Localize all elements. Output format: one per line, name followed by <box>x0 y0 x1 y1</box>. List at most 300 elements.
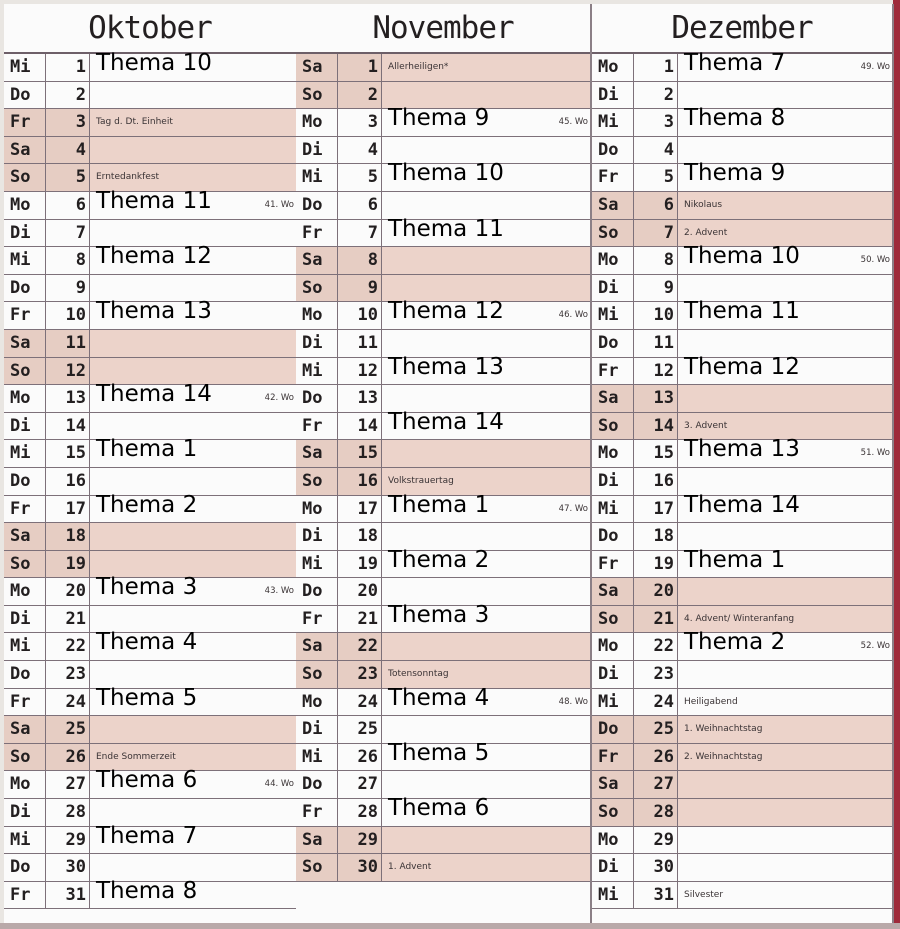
day-row <box>4 298 296 330</box>
holiday-note: Erntedankfest <box>96 172 160 183</box>
day-row <box>4 82 296 110</box>
topic-label: Thema 13 <box>96 298 212 325</box>
week-number: 44. Wo <box>264 779 294 790</box>
month-header <box>296 4 590 54</box>
weekday-cell: Fr <box>296 413 338 440</box>
day-row <box>4 822 296 855</box>
weekday-cell: Mo <box>4 771 46 798</box>
day-row <box>296 546 590 579</box>
weekday-cell: Di <box>4 606 46 633</box>
topic-label: Thema 7 <box>684 50 786 76</box>
weekday-cell: So <box>592 220 634 247</box>
weekday-cell: Sa <box>4 716 46 743</box>
weekday-cell: Di <box>592 661 634 688</box>
holiday-note: Tag d. Dt. Einheit <box>96 117 173 128</box>
topic-label: Thema 9 <box>684 160 786 187</box>
day-row <box>296 54 590 82</box>
weekday-cell: Do <box>4 82 46 109</box>
weekday-cell: Sa <box>592 771 634 798</box>
topic-label: Thema 11 <box>684 298 800 325</box>
weekday-cell: Mo <box>592 440 634 467</box>
topic-label: Thema 7 <box>96 822 198 849</box>
date-cell: 28 <box>338 799 382 826</box>
weekday-cell: Do <box>4 275 46 302</box>
topic-label: Thema 14 <box>96 381 212 408</box>
weekday-cell: Di <box>4 220 46 247</box>
day-row <box>592 799 892 827</box>
date-cell: 22 <box>634 633 678 660</box>
topic-label: Thema 2 <box>388 546 490 573</box>
weekday-cell: So <box>296 661 338 688</box>
topic-label: Thema 3 <box>96 574 198 601</box>
day-row <box>296 739 590 772</box>
date-cell: 20 <box>46 578 90 605</box>
weekday-cell: Mi <box>4 247 46 274</box>
weekday-cell: Sa <box>296 247 338 274</box>
day-row <box>4 767 296 799</box>
weekday-cell: Di <box>296 716 338 743</box>
holiday-note: 3. Advent <box>684 420 728 431</box>
day-row <box>592 744 892 772</box>
date-cell: 23 <box>46 661 90 688</box>
date-cell: 10 <box>46 302 90 329</box>
topic-label: Thema 13 <box>388 353 504 380</box>
date-cell: 21 <box>338 606 382 633</box>
weekday-cell: Do <box>592 330 634 357</box>
day-row <box>4 243 296 275</box>
weekday-cell: Mi <box>296 551 338 578</box>
weekday-cell: Fr <box>592 358 634 385</box>
month-oktober <box>4 4 298 923</box>
date-cell: 12 <box>634 358 678 385</box>
date-cell: 7 <box>46 220 90 247</box>
weekday-cell: Mi <box>592 109 634 136</box>
weekday-cell: So <box>296 468 338 495</box>
date-cell: 21 <box>634 606 678 633</box>
topic-label: Thema 10 <box>684 243 800 270</box>
topic-label: Thema 12 <box>684 353 800 380</box>
weekday-cell: Fr <box>296 220 338 247</box>
date-cell: 19 <box>634 551 678 578</box>
topic-label: Thema 11 <box>388 215 504 242</box>
weekday-cell: So <box>4 744 46 771</box>
topic-label: Thema 2 <box>96 491 198 518</box>
day-row <box>592 771 892 799</box>
date-cell: 13 <box>46 385 90 412</box>
topic-label: Thema 12 <box>388 298 504 325</box>
holiday-note: Totensonntag <box>388 669 449 680</box>
day-row <box>592 882 892 910</box>
weekday-cell: Do <box>592 716 634 743</box>
day-rows <box>296 54 590 882</box>
weekday-cell: Sa <box>592 578 634 605</box>
weekday-cell: Sa <box>592 385 634 412</box>
day-row <box>296 684 590 717</box>
day-row <box>296 633 590 661</box>
weekday-cell: Mi <box>592 882 634 909</box>
date-cell: 11 <box>338 330 382 357</box>
weekday-cell: Mi <box>4 54 46 81</box>
holiday-note: Allerheiligen* <box>388 62 449 72</box>
weekday-cell: Sa <box>4 330 46 357</box>
weekday-cell: Do <box>592 523 634 550</box>
week-number: 52. Wo <box>860 641 890 652</box>
weekday-cell: Di <box>296 330 338 357</box>
date-cell: 28 <box>634 799 678 826</box>
date-cell: 13 <box>338 385 382 412</box>
date-cell: 3 <box>46 109 90 136</box>
date-cell: 18 <box>338 523 382 550</box>
weekday-cell: Fr <box>4 302 46 329</box>
date-cell: 30 <box>634 854 678 881</box>
weekday-cell: Sa <box>296 54 338 81</box>
day-row <box>592 436 892 468</box>
date-cell: 1 <box>338 54 382 81</box>
date-cell: 6 <box>634 192 678 219</box>
date-cell: 25 <box>46 716 90 743</box>
day-rows <box>592 50 892 909</box>
weekday-cell: Fr <box>4 496 46 523</box>
weekday-cell: Fr <box>4 689 46 716</box>
date-cell: 5 <box>634 164 678 191</box>
day-row <box>4 187 296 220</box>
date-cell: 17 <box>46 496 90 523</box>
day-row <box>296 440 590 468</box>
weekday-cell: So <box>4 164 46 191</box>
weekday-cell: Mo <box>4 385 46 412</box>
topic-label: Thema 5 <box>96 684 198 711</box>
date-cell: 7 <box>338 220 382 247</box>
day-row <box>592 629 892 661</box>
topic-label: Thema 5 <box>388 739 490 766</box>
weekday-cell: So <box>296 275 338 302</box>
date-cell: 28 <box>46 799 90 826</box>
weekday-cell: So <box>4 551 46 578</box>
date-cell: 6 <box>46 192 90 219</box>
week-number: 46. Wo <box>558 310 588 321</box>
date-cell: 8 <box>338 247 382 274</box>
weekday-cell: Mo <box>296 689 338 716</box>
date-cell: 19 <box>338 551 382 578</box>
day-row <box>4 684 296 717</box>
week-number: 41. Wo <box>264 199 294 210</box>
date-cell: 7 <box>634 220 678 247</box>
holiday-note: 4. Advent/ Winteranfang <box>684 613 795 624</box>
topic-label: Thema 10 <box>388 160 504 187</box>
date-cell: 1 <box>634 54 678 81</box>
weekday-cell: Do <box>296 192 338 219</box>
day-row <box>4 330 296 358</box>
date-cell: 17 <box>634 496 678 523</box>
holiday-note: 2. Advent <box>684 227 728 238</box>
holiday-note: 1. Advent <box>388 862 432 873</box>
weekday-cell: So <box>592 413 634 440</box>
weekday-cell: Fr <box>592 744 634 771</box>
weekday-cell: Mi <box>592 496 634 523</box>
date-cell: 23 <box>338 661 382 688</box>
weekday-cell: Fr <box>592 551 634 578</box>
date-cell: 2 <box>338 82 382 109</box>
weekday-cell: Di <box>4 413 46 440</box>
day-row <box>296 601 590 634</box>
date-cell: 26 <box>46 744 90 771</box>
date-cell: 26 <box>634 744 678 771</box>
day-row <box>296 491 590 524</box>
date-cell: 9 <box>46 275 90 302</box>
day-row <box>592 353 892 386</box>
weekday-cell: Mi <box>592 302 634 329</box>
date-cell: 24 <box>46 689 90 716</box>
frame-bottom <box>0 923 900 929</box>
weekday-cell: Mo <box>4 578 46 605</box>
day-row <box>4 109 296 137</box>
date-cell: 16 <box>46 468 90 495</box>
date-cell: 13 <box>634 385 678 412</box>
date-cell: 14 <box>46 413 90 440</box>
day-row <box>296 854 590 882</box>
weekday-cell: So <box>296 854 338 881</box>
weekday-cell: Sa <box>4 137 46 164</box>
date-cell: 27 <box>634 771 678 798</box>
weekday-cell: Do <box>4 661 46 688</box>
weekday-cell: Sa <box>296 633 338 660</box>
day-row <box>4 877 296 910</box>
weekday-cell: Mo <box>296 109 338 136</box>
weekday-cell: Mo <box>296 302 338 329</box>
day-row <box>592 105 892 137</box>
date-cell: 3 <box>634 109 678 136</box>
topic-label: Thema 4 <box>388 684 490 711</box>
weekday-cell: Mi <box>4 827 46 854</box>
topic-label: Thema 13 <box>684 436 800 463</box>
day-row <box>592 160 892 192</box>
date-cell: 4 <box>634 137 678 164</box>
week-number: 49. Wo <box>860 62 890 72</box>
date-cell: 21 <box>46 606 90 633</box>
weekday-cell: Mi <box>296 164 338 191</box>
topic-label: Thema 8 <box>684 105 786 132</box>
weekday-cell: Di <box>592 468 634 495</box>
weekday-cell: Fr <box>296 799 338 826</box>
holiday-note: Nikolaus <box>684 199 723 210</box>
week-number: 50. Wo <box>860 255 890 266</box>
date-cell: 22 <box>338 633 382 660</box>
day-row <box>296 298 590 330</box>
date-cell: 6 <box>338 192 382 219</box>
date-cell: 15 <box>46 440 90 467</box>
topic-label: Thema 14 <box>684 491 800 518</box>
day-row <box>592 854 892 882</box>
date-cell: 16 <box>634 468 678 495</box>
date-cell: 10 <box>338 302 382 329</box>
date-cell: 24 <box>338 689 382 716</box>
topic-label: Thema 8 <box>96 877 198 904</box>
day-row <box>296 160 590 192</box>
month-header <box>4 4 296 54</box>
day-row <box>4 381 296 413</box>
date-cell: 14 <box>634 413 678 440</box>
weekday-cell: Mi <box>4 633 46 660</box>
date-cell: 29 <box>46 827 90 854</box>
date-cell: 24 <box>634 689 678 716</box>
day-row <box>592 578 892 606</box>
week-number: 45. Wo <box>558 117 588 128</box>
day-row <box>592 827 892 855</box>
day-row <box>592 192 892 220</box>
day-row <box>296 105 590 137</box>
holiday-note: Heiligabend <box>684 696 738 707</box>
month-title: Oktober <box>88 10 212 46</box>
date-cell: 3 <box>338 109 382 136</box>
day-row <box>4 491 296 524</box>
weekday-cell: Di <box>592 82 634 109</box>
day-row <box>4 137 296 165</box>
topic-label: Thema 12 <box>96 243 212 270</box>
day-rows <box>4 50 296 909</box>
date-cell: 30 <box>46 854 90 881</box>
date-cell: 27 <box>46 771 90 798</box>
topic-label: Thema 9 <box>388 105 490 132</box>
day-row <box>592 298 892 330</box>
date-cell: 4 <box>46 137 90 164</box>
weekday-cell: Di <box>296 523 338 550</box>
weekday-cell: Mi <box>4 440 46 467</box>
date-cell: 8 <box>634 247 678 274</box>
date-cell: 4 <box>338 137 382 164</box>
date-cell: 20 <box>338 578 382 605</box>
day-row <box>592 50 892 82</box>
week-number: 47. Wo <box>558 503 588 514</box>
weekday-cell: So <box>592 606 634 633</box>
date-cell: 5 <box>338 164 382 191</box>
weekday-cell: Sa <box>296 827 338 854</box>
weekday-cell: So <box>4 358 46 385</box>
weekday-cell: Do <box>4 468 46 495</box>
weekday-cell: Mo <box>592 827 634 854</box>
date-cell: 17 <box>338 496 382 523</box>
day-row <box>4 523 296 551</box>
holiday-note: Ende Sommerzeit <box>96 751 176 762</box>
weekday-cell: Mo <box>296 496 338 523</box>
date-cell: 2 <box>634 82 678 109</box>
week-number: 51. Wo <box>860 448 890 459</box>
week-number: 48. Wo <box>558 696 588 707</box>
date-cell: 18 <box>634 523 678 550</box>
weekday-cell: So <box>296 82 338 109</box>
date-cell: 23 <box>634 661 678 688</box>
date-cell: 25 <box>338 716 382 743</box>
date-cell: 20 <box>634 578 678 605</box>
topic-label: Thema 2 <box>684 629 786 656</box>
day-row <box>296 247 590 275</box>
date-cell: 29 <box>634 827 678 854</box>
weekday-cell: Mi <box>296 358 338 385</box>
topic-label: Thema 4 <box>96 629 198 656</box>
date-cell: 8 <box>46 247 90 274</box>
date-cell: 18 <box>46 523 90 550</box>
day-row <box>296 353 590 386</box>
weekday-cell: Do <box>592 137 634 164</box>
day-row <box>592 385 892 413</box>
week-number: 43. Wo <box>264 586 294 597</box>
weekday-cell: Mi <box>296 744 338 771</box>
topic-label: Thema 11 <box>96 187 212 214</box>
date-cell: 9 <box>338 275 382 302</box>
weekday-cell: Sa <box>592 192 634 219</box>
date-cell: 19 <box>46 551 90 578</box>
topic-label: Thema 14 <box>388 408 504 435</box>
weekday-cell: Do <box>296 771 338 798</box>
weekday-cell: So <box>592 799 634 826</box>
date-cell: 15 <box>634 440 678 467</box>
weekday-cell: Do <box>296 385 338 412</box>
weekday-cell: Mo <box>4 192 46 219</box>
date-cell: 15 <box>338 440 382 467</box>
month-title: November <box>372 10 514 46</box>
weekday-cell: Fr <box>4 882 46 909</box>
date-cell: 1 <box>46 54 90 81</box>
date-cell: 31 <box>46 882 90 909</box>
day-row <box>4 50 296 82</box>
date-cell: 14 <box>338 413 382 440</box>
holiday-note: 2. Weihnachtstag <box>684 751 763 762</box>
date-cell: 11 <box>46 330 90 357</box>
holiday-note: 1. Weihnachtstag <box>684 724 763 735</box>
day-row <box>296 408 590 441</box>
day-row <box>296 827 590 855</box>
date-cell: 11 <box>634 330 678 357</box>
date-cell: 26 <box>338 744 382 771</box>
month-november <box>296 4 592 923</box>
day-row <box>592 716 892 744</box>
weekday-cell: Di <box>592 275 634 302</box>
day-row <box>4 716 296 744</box>
date-cell: 31 <box>634 882 678 909</box>
topic-label: Thema 3 <box>388 601 490 628</box>
weekday-cell: Di <box>296 137 338 164</box>
weekday-cell: Do <box>4 854 46 881</box>
weekday-cell: Mo <box>592 633 634 660</box>
weekday-cell: Di <box>592 854 634 881</box>
holiday-note: Silvester <box>684 889 724 900</box>
weekday-cell: Mi <box>592 689 634 716</box>
topic-label: Thema 6 <box>96 767 198 794</box>
day-row <box>296 215 590 248</box>
weekday-cell: Fr <box>592 164 634 191</box>
date-cell: 9 <box>634 275 678 302</box>
month-title: Dezember <box>671 10 813 46</box>
week-number: 42. Wo <box>264 393 294 404</box>
month-dezember <box>592 4 894 923</box>
day-row <box>4 436 296 468</box>
frame-right <box>893 0 900 929</box>
weekday-cell: Di <box>4 799 46 826</box>
date-cell: 10 <box>634 302 678 329</box>
date-cell: 5 <box>46 164 90 191</box>
topic-label: Thema 1 <box>388 491 490 518</box>
day-row <box>592 243 892 275</box>
day-row <box>592 546 892 579</box>
weekday-cell: Mo <box>592 247 634 274</box>
topic-label: Thema 1 <box>96 436 198 463</box>
day-row <box>592 689 892 717</box>
weekday-cell: Fr <box>4 109 46 136</box>
date-cell: 30 <box>338 854 382 881</box>
date-cell: 27 <box>338 771 382 798</box>
weekday-cell: Do <box>296 578 338 605</box>
day-row <box>4 629 296 661</box>
date-cell: 22 <box>46 633 90 660</box>
